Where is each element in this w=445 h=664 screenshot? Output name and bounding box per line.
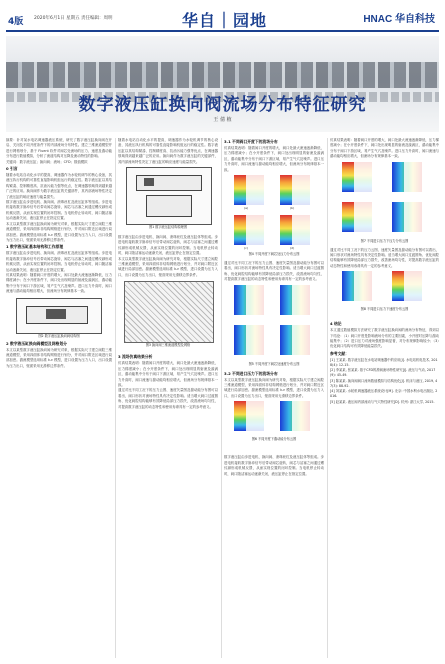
mesh-model bbox=[124, 281, 214, 343]
body-paragraph: 仿真结果表明：随着阀口开度的增大，阀口处最大流速逐渐降低，压力梯度减小；在小开度条件下，阀口处出现明显的射流及漩涡区，湍动能集中分布于阀口下游区域，易产生气穴及噪声。进口压力升高时，阀口流速与湍动能均相应增大，但流场分布规律基本一致。 bbox=[118, 361, 218, 387]
figure-caption: 图1 数字液压缸结构原理图 bbox=[148, 225, 188, 230]
velocity-contour-d bbox=[280, 325, 310, 355]
figure-4 bbox=[224, 175, 324, 259]
text-column-1 bbox=[6, 138, 112, 658]
pressure-contour-inlet-c bbox=[342, 202, 372, 232]
figure-7 bbox=[330, 162, 439, 246]
sub-label: (a) bbox=[244, 206, 249, 211]
body-paragraph: 仿真结果表明：随着阀口开度的增大，阀口处最大流速逐渐降低，压力梯度减小；在小开度条件下，阀口处出现明显的射流及漩涡区，湍动能集中分布于阀口下游区域，易产生气穴及噪声。进口压力升高时，阀口流速与湍动能均相应增大，但流场分布规律基本一致。 bbox=[224, 146, 324, 172]
conclusion-paragraph: 本文通过数值模拟方法研究了数字液压缸换向阀的流场分布特征，得到以下结论：（1）阀口开度是影响流场分布的主要因素，小开度时压降与湍动能集中；（2）进口压力对流场强度影响显著，对分布规律影响较小；（3）优化阀口结构可有效降低能量损失。 bbox=[330, 328, 439, 349]
body-paragraph: 数字液压缸由步进电机、换向阀、滚珠丝杠及液压缸体等组成。步进电机接收数字脉冲信号后带动阀芯旋转，阀芯与活塞之间通过螺纹副形成机械反馈，从而实现位置的闭环控制。当电机停止转动时，阀口随活塞运动逐渐关闭，液压缸停止在指定位置。 bbox=[118, 235, 218, 256]
body-paragraph: 本文以某型数字液压缸换向阀为研究对象，根据实际尺寸建立阀腔三维流道模型，采用四面体非结构网格进行划分，并对阀口附近区域进行局部加密。湍流模型选用标准 k-ε 模型，进口设置为压力入口，出口设置为压力出口，壁面采用无滑移边界条件。 bbox=[224, 377, 324, 398]
body-paragraph: 随着水电站自动化水平的提高，调速器作为水轮机调节的核心设备，其液压执行机构的可靠性直接影响机组运行的稳定性。数字液压缸以其结构紧凑、控制精度高、抗油污能力强等优点，在调速器领域得到越来越广泛的应用。换向阀作为数字液压缸的关键部件，其内部流场特性决定了液压缸的响应速度与能量损失。 bbox=[6, 173, 112, 199]
references-heading: 参考文献： bbox=[330, 350, 349, 356]
reference-item: [3] 陈某某. 换向阀阀口流场数值模拟与结构优化[J]. 机床与液压, 2019, 47(3): 88-92. bbox=[330, 378, 438, 388]
sub-label: (d) bbox=[290, 246, 295, 251]
tke-contour-b bbox=[280, 401, 310, 431]
section-heading: 3.2 不同进口压力下的流场分布 bbox=[224, 370, 278, 376]
column-divider bbox=[327, 138, 328, 658]
page-number: 4版 bbox=[8, 17, 24, 27]
velocity-contour-b bbox=[280, 285, 310, 315]
figure-caption: 图2 数字液压缸换向阀结构图 bbox=[38, 333, 80, 338]
velocity-contour-inlet-a bbox=[342, 271, 372, 301]
figure-5 bbox=[224, 285, 324, 369]
body-paragraph: 数字液压缸由步进电机、换向阀、滚珠丝杠及液压缸体等组成。步进电机接收数字脉冲信号后带动阀芯旋转，阀芯与活塞之间通过螺纹副形成机械反馈，从而实现位置的闭环控制。当电机停止转动时，阀口随活塞运动逐渐关闭，液压缸停止在指定位置。 bbox=[224, 455, 324, 476]
section-heading: 0 引言 bbox=[6, 166, 18, 172]
section-heading: 3 流场仿真结果分析 bbox=[118, 354, 153, 360]
figure-caption: 图4 不同开度下阀芯处压力分布云图 bbox=[248, 252, 300, 257]
header-rule bbox=[6, 30, 439, 32]
abstract: 摘要：针对某水电站调速器液压系统，研究了数字液压缸换向阀在开启、关闭及不同开度条件下的内部流场分布特性。建立三维流道模型并进行网格划分，基于 Fluent 软件对阀芯处流场的压力、速度及湍动能分布进行数值模拟，分析了流道结构对压降及流动特性的影响。 bbox=[6, 138, 112, 159]
section-title: 华自｜园地 bbox=[182, 11, 268, 30]
reference-item: [4] 刘某某. 水轮机调速器液压系统设计[M]. 北京: 中国水利水电出版社, 2016. bbox=[330, 389, 438, 399]
body-paragraph: 数字液压缸由步进电机、换向阀、滚珠丝杠及液压缸体等组成。步进电机接收数字脉冲信号后带动阀芯旋转，阀芯与活塞之间通过螺纹副形成机械反馈，从而实现位置的闭环控制。当电机停止转动时，阀口随活塞运动逐渐关闭，液压缸停止在指定位置。 bbox=[6, 200, 112, 221]
sub-label: (c) bbox=[244, 246, 248, 251]
reference-item: [2] 李某某, 张某某. 基于CFD的滑阀流场特性研究[J]. 液压与气动, 2017(9): 45-49. bbox=[330, 368, 436, 378]
hnac-logo: HNAC 华自科技 bbox=[363, 14, 435, 25]
body-paragraph: 本文以某型数字液压缸换向阀为研究对象，根据实际尺寸建立阀腔三维流道模型，采用四面体非结构网格进行划分，并对阀口附近区域进行局部加密。湍流模型选用标准 k-ε 模型，进口设置为压力入口，出口设置为压力出口，壁面采用无滑移边界条件。 bbox=[6, 221, 112, 242]
pressure-contour-a bbox=[234, 175, 264, 205]
body-paragraph: 仿真结果表明：随着阀口开度的增大，阀口处最大流速逐渐降低，压力梯度减小；在小开度条件下，阀口处出现明显的射流及漩涡区，湍动能集中分布于阀口下游区域，易产生气穴及噪声。进口压力升高时，阀口流速与湍动能均相应增大，但流场分布规律基本一致。 bbox=[6, 272, 112, 294]
article-author: 王 倩 植 bbox=[213, 117, 232, 123]
body-paragraph: 本文以某型数字液压缸换向阀为研究对象，根据实际尺寸建立阀腔三维流道模型，采用四面体非结构网格进行划分，并对阀口附近区域进行局部加密。湍流模型选用标准 k-ε 模型，进口设置为压力入口，出口设置为压力出口，壁面采用无滑移边界条件。 bbox=[6, 347, 112, 368]
velocity-contour-inlet-b bbox=[392, 271, 422, 301]
pressure-contour-inlet-a bbox=[342, 162, 372, 192]
figure-caption: 图7 不同进口压力下压力分布云图 bbox=[360, 238, 409, 243]
figure-caption: 图5 不同开度下阀芯处速度分布云图 bbox=[248, 361, 300, 366]
reference-item: [1] 王某某. 数字液压缸在水电站调速器中的应用[J]. 水电站机电技术, 2018(4): 12-15. bbox=[330, 357, 438, 368]
pressure-contour-c bbox=[234, 215, 264, 245]
figure-1 bbox=[118, 167, 218, 233]
pressure-contour-b bbox=[280, 175, 310, 205]
text-column-2 bbox=[118, 138, 218, 658]
column-divider bbox=[115, 138, 116, 658]
article-title: 数字液压缸换向阀流场分布特征研究 bbox=[78, 95, 367, 115]
figure-caption: 图6 不同开度下湍动能分布云图 bbox=[251, 437, 297, 442]
pressure-contour-inlet-d bbox=[392, 202, 422, 232]
section-heading: 3.1 不同阀口开度下的流场分布 bbox=[224, 139, 278, 144]
piston bbox=[144, 178, 154, 186]
body-paragraph: 随着水电站自动化水平的提高，调速器作为水轮机调节的核心设备，其液压执行机构的可靠性直接影响机组运行的稳定性。数字液压缸以其结构紧凑、控制精度高、抗油污能力强等优点，在调速器领域得到越来越广泛的应用。换向阀作为数字液压缸的关键部件，其内部流场特性决定了液压缸的响应速度与能量损失。 bbox=[118, 138, 218, 164]
section-heading: 1 数字液压缸基本结构和工作原理 bbox=[6, 244, 64, 250]
column-divider bbox=[221, 138, 222, 658]
text-column-4 bbox=[330, 138, 439, 658]
valve-spool bbox=[46, 309, 66, 319]
keywords: 关键词：数字液压缸；换向阀；流场；CFD；数值模拟 bbox=[6, 159, 88, 164]
reference-item: [5] 赵某某. 液压阀内部流动与气穴特性研究[D]. 杭州: 浙江大学, 2015. bbox=[330, 399, 435, 404]
pressure-contour-inlet-b bbox=[392, 162, 422, 192]
figure-8 bbox=[330, 271, 439, 319]
page-header bbox=[0, 0, 445, 34]
velocity-contour-c bbox=[234, 325, 264, 355]
body-paragraph: 通过对比不同工况下的压力云图、速度矢量图及湍动能分布图可以看出，阀口形状对流场特性具有决定性影响。适当增大阀口过渡圆角、优化阀腔结构能够有效降低局部压力损失，改善流场均匀性，对提高数字液压缸的动态特性和使用寿命具有一定的参考意义。 bbox=[118, 388, 218, 409]
motor-housing bbox=[146, 195, 192, 217]
issue-info: 2020年6月1日 星期五 责任编辑：周明 bbox=[34, 16, 113, 21]
figure-3 bbox=[118, 281, 218, 351]
section-heading: 4 结论 bbox=[330, 321, 342, 327]
body-paragraph: 通过对比不同工况下的压力云图、速度矢量图及湍动能分布图可以看出，阀口形状对流场特性具有决定性影响。适当增大阀口过渡圆角、优化阀腔结构能够有效降低局部压力损失，改善流场均匀性，对提高数字液压缸的动态特性和使用寿命具有一定的参考意义。 bbox=[224, 261, 324, 282]
velocity-contour-a bbox=[234, 285, 264, 315]
body-paragraph: 仿真结果表明：随着阀口开度的增大，阀口处最大流速逐渐降低，压力梯度减小；在小开度条件下，阀口处出现明显的射流及漩涡区，湍动能集中分布于阀口下游区域，易产生气穴及噪声。进口压力升高时，阀口流速与湍动能均相应增大，但流场分布规律基本一致。 bbox=[330, 138, 439, 159]
body-paragraph: 数字液压缸由步进电机、换向阀、滚珠丝杠及液压缸体等组成。步进电机接收数字脉冲信号后带动阀芯旋转，阀芯与活塞之间通过螺纹副形成机械反馈，从而实现位置的闭环控制。当电机停止转动时，阀口随活塞运动逐渐关闭，液压缸停止在指定位置。 bbox=[6, 251, 112, 272]
section-heading: 2 数字液压缸换向阀模型及网格划分 bbox=[6, 340, 67, 346]
figure-caption: 图3 换向阀三维流道模型及网格 bbox=[145, 343, 191, 348]
figure-6 bbox=[224, 401, 324, 453]
tke-contour-a bbox=[234, 401, 264, 431]
sub-label: (b) bbox=[290, 206, 295, 211]
chain-image bbox=[6, 62, 439, 88]
figure-2 bbox=[6, 298, 112, 340]
body-paragraph: 本文以某型数字液压缸换向阀为研究对象，根据实际尺寸建立阀腔三维流道模型，采用四面体非结构网格进行划分，并对阀口附近区域进行局部加密。湍流模型选用标准 k-ε 模型，进口设置为压力入口，出口设置为压力出口，壁面采用无滑移边界条件。 bbox=[118, 256, 218, 277]
text-column-3 bbox=[224, 138, 324, 658]
body-paragraph: 通过对比不同工况下的压力云图、速度矢量图及湍动能分布图可以看出，阀口形状对流场特性具有决定性影响。适当增大阀口过渡圆角、优化阀腔结构能够有效降低局部压力损失，改善流场均匀性，对提高数字液压缸的动态特性和使用寿命具有一定的参考意义。 bbox=[330, 247, 439, 268]
figure-caption: 图8 不同进口压力下速度分布云图 bbox=[360, 307, 409, 312]
title-banner bbox=[6, 36, 439, 132]
pressure-contour-d bbox=[280, 215, 310, 245]
